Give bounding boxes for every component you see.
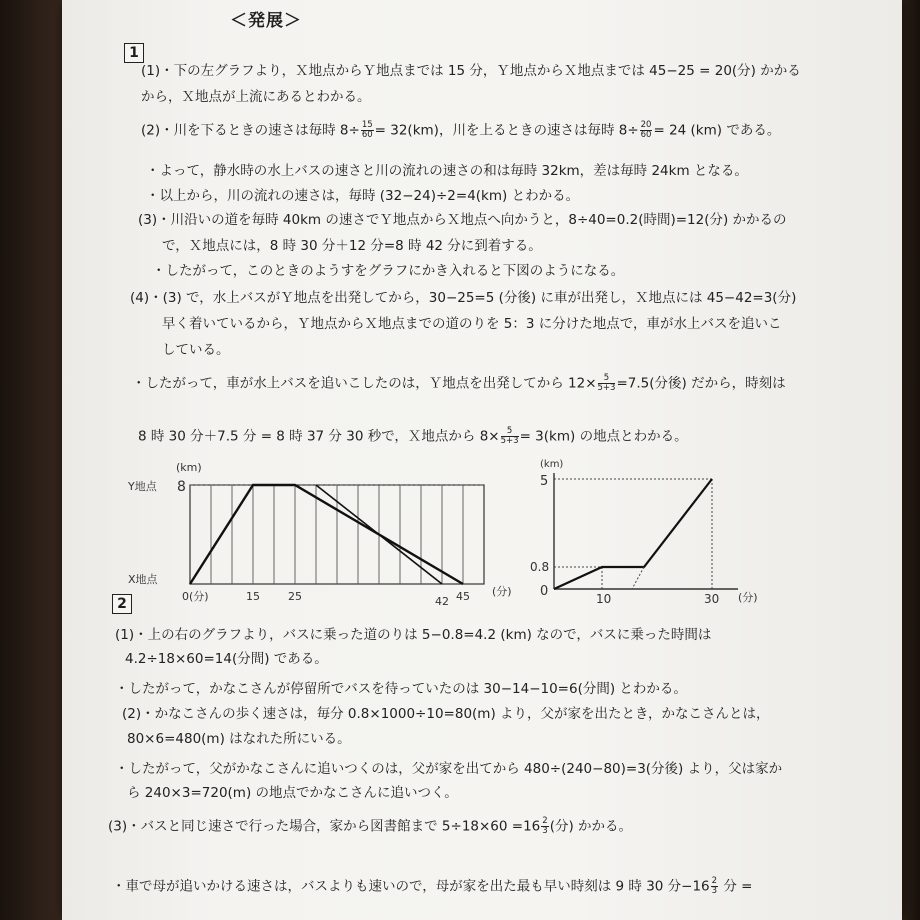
frac-num: 20 xyxy=(640,120,652,130)
s1-line-2-text-c: = 24 (km) である。 xyxy=(653,122,781,139)
background-left xyxy=(0,0,70,920)
frac-den: 3 xyxy=(711,886,718,896)
s1-line-7: ・したがって，このときのようすをグラフにかき入れると下図のようになる。 xyxy=(152,263,625,279)
left-distance-time-graph xyxy=(110,455,530,605)
right-distance-time-graph xyxy=(512,455,782,605)
s2-line-9-text-b: 分 = xyxy=(719,878,753,895)
frac-num: 5 xyxy=(598,374,616,384)
frac-den: 3 xyxy=(542,826,548,836)
s1-line-9: 早く着いているから，Ｙ地点からＸ地点までの道のりを 5：3 に分けた地点で，車が水上バスを追いこ xyxy=(162,316,782,332)
x-tick-25: 25 xyxy=(288,590,302,603)
x-tick-45: 45 xyxy=(456,590,470,603)
frac-num: 5 xyxy=(501,427,519,437)
frac-den: 60 xyxy=(640,130,652,140)
s1-line-12-text-b: = 3(km) の地点とわかる。 xyxy=(519,428,688,445)
right-y-tick-08: 0.8 xyxy=(530,560,550,574)
s2-line-8-text-a: (3)・バスと同じ速さで行った場合，家から図書館まで 5÷18×60 =16 xyxy=(108,818,541,835)
right-graph-unit: (km) xyxy=(540,459,564,470)
s1-line-8: (4)・(3) で，水上バスがＹ地点を出発してから，30−25=5 (分後) に車が出発し，Ｘ地点には 45−42=3(分) xyxy=(130,290,797,306)
s1-line-4: ・以上から，川の流れの速さは，毎時 (32−24)÷2=4(km) とわかる。 xyxy=(146,188,580,204)
s1-line-11-text-b: =7.5(分後) だから，時刻は xyxy=(616,375,786,392)
s1-line-10: している。 xyxy=(162,342,230,358)
right-x-tick-30: 30 xyxy=(704,592,720,605)
s2-line-7: ら 240×3=720(m) の地点でかなこさんに追いつく。 xyxy=(127,785,458,801)
s1-line-5: (3)・川沿いの道を毎時 40km の速さでＹ地点からＸ地点へ向かうと，8÷40=0.2(時間)=12(分) かかるの xyxy=(138,212,787,228)
fraction-15-60 xyxy=(361,121,374,140)
y-top-value: 8 xyxy=(177,479,186,495)
right-x-tick-10: 10 xyxy=(596,592,612,605)
s2-line-8-text-b: (分) かかる。 xyxy=(549,818,633,835)
s1-line-2-text-b: = 32(km)，川を上るときの速さは毎時 8÷ xyxy=(374,122,639,139)
left-graph-unit: (km) xyxy=(176,461,202,474)
s1-line-12-text-a: 8 時 30 分＋7.5 分 = 8 時 37 分 30 秒で，Ｘ地点から 8× xyxy=(138,428,500,445)
frac-den: 5+3 xyxy=(597,383,616,393)
section-2-number: 2 xyxy=(112,594,132,614)
s2-line-4: (2)・かなこさんの歩く速さは，毎分 0.8×1000÷10=80(m) より，父が家を出たとき，かなこさんとは， xyxy=(122,706,770,722)
s2-line-5: 80×6=480(m) はなれた所にいる。 xyxy=(127,731,351,747)
right-y-tick-0: 0 xyxy=(540,584,549,599)
fraction-5-8 xyxy=(598,374,616,393)
frac-num: 2 xyxy=(711,876,718,886)
x-tick-15: 15 xyxy=(246,590,260,603)
s2-line-8 xyxy=(108,817,632,836)
page-title: ＜発展＞ xyxy=(230,11,302,31)
s2-line-9-text-a: ・車で母が追いかける速さは，バスよりも速いので，母が家を出た最も早い時刻は 9 時 30 分−16 xyxy=(112,878,710,895)
left-graph-lines xyxy=(190,485,463,584)
s1-line-3: ・よって，静水時の水上バスの速さと川の流れの速さの和は毎時 32km，差は毎時 24km となる。 xyxy=(146,163,748,179)
fraction-2-3 xyxy=(541,817,548,836)
worksheet-page xyxy=(62,0,902,920)
frac-den: 60 xyxy=(361,130,373,140)
s1-line-1: (1)・下の左グラフより，Ｘ地点からＹ地点までは 15 分，Ｙ地点からＸ地点までは 45−25 = 20(分) かかる xyxy=(141,63,801,79)
s1-line-2-text-a: (2)・川を下るときの速さは毎時 8÷ xyxy=(141,122,360,139)
fraction-5-8b xyxy=(501,427,519,446)
s1-line-2: から，Ｘ地点が上流にあるとわかる。 xyxy=(141,89,371,105)
s2-line-2: 4.2÷18×60=14(分間) である。 xyxy=(125,651,328,667)
right-guides xyxy=(554,479,712,589)
y-bottom-label: X地点 xyxy=(128,573,158,586)
s1-line-12 xyxy=(138,427,688,446)
fraction-2-3b xyxy=(711,877,718,896)
s2-line-9 xyxy=(112,877,752,896)
bus-extension-guide xyxy=(632,567,644,589)
frac-den: 5+3 xyxy=(500,436,519,446)
x-origin-label: 0(分) xyxy=(182,590,209,603)
s1-line-11 xyxy=(132,374,786,393)
frac-num: 2 xyxy=(542,816,548,826)
s2-line-1: (1)・上の右のグラフより，バスに乗った道のりは 5−0.8=4.2 (km) なので，バスに乗った時間は xyxy=(115,627,712,643)
s2-line-6: ・したがって，父がかなこさんに追いつくのは，父が家を出てから 480÷(240−80)=3(分後) より，父は家か xyxy=(115,761,783,777)
fraction-20-60 xyxy=(640,121,653,140)
right-x-unit: (分) xyxy=(738,591,758,604)
s2-line-3: ・したがって，かなこさんが停留所でバスを待っていたのは 30−14−10=6(分間) とわかる。 xyxy=(115,681,687,697)
frac-num: 15 xyxy=(361,120,373,130)
s1-line-6: で，Ｘ地点には，8 時 30 分＋12 分=8 時 42 分に到着する。 xyxy=(162,238,542,254)
right-y-tick-5: 5 xyxy=(540,474,549,489)
x-tick-42: 42 xyxy=(435,595,449,605)
kanako-route-line xyxy=(554,479,712,589)
y-top-label: Y地点 xyxy=(128,480,157,493)
s1-line-11-text-a: ・したがって，車が水上バスを追いこしたのは，Ｙ地点を出発してから 12× xyxy=(132,375,597,392)
left-x-unit: (分) xyxy=(492,585,512,598)
section-1-number: 1 xyxy=(124,43,144,63)
s1-line-2-speed xyxy=(141,121,780,140)
